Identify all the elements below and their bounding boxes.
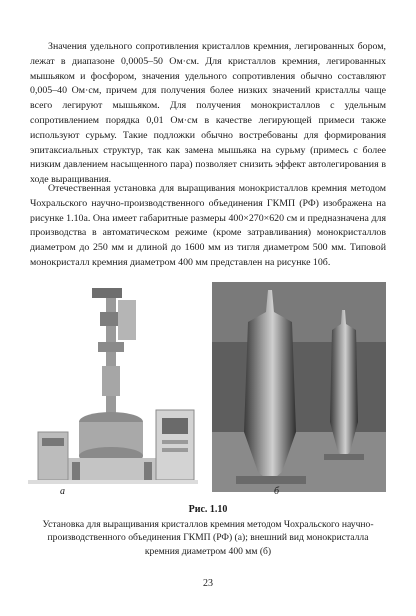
photo-single-crystals [212,282,386,492]
page-number: 23 [203,578,213,589]
paragraph-2: Отечественная установка для выращивания монокристаллов кремния методом Чохральского научно-производственного объединения ГКМП (РФ) изображена на рисунке 1.10а. Она имеет габаритные размеры 400×270×620 см и предназначена для производства в автоматическом режиме (кроме затравливания) монокристаллов диаметром до 250 мм и длиной до 1600 мм из тигля диаметром 500 мм. Типовой монокристалл кремния диаметром 400 мм представлен на рисунке 10б. [30,183,386,268]
figure-label-b: б [274,486,280,497]
figure-title: Рис. 1.10 [188,504,228,515]
paragraph-1: Значения удельного сопротивления кристаллов кремния, легированных бором, лежат в диапазоне 0,0005–50 Ом·см. Для кристаллов кремния, легированных мышьяком и фосфором, значения удельного сопротивления обычно составляют 0,005–40 Ом·см, причем для получения более низких значений кристаллы чаще всего легируют мышьяком. Для получения монокристаллов с удельным сопротивлением порядка 0,01 Ом·см в качестве легирующей примеси также используют сурьму. Такие подложки обычно востребованы для формирования эпитаксиальных структур, так как замена мышьяка на сурьму (примесь с более низким давлением насыщенного пара) позволяет снизить эффект автолегирования в ходе выращивания. [30,41,386,186]
photo-installation [28,282,198,492]
figure-1-10 [28,282,388,504]
figure-label-a: а [60,486,65,497]
figure-caption: Установка для выращивания кристаллов кремния методом Чохральского научно-производственного объединения ГКМП (РФ) (а); внешний вид монокристалла кремния диаметром 400 мм (б) [42,519,374,557]
body-text-1 [30,40,386,188]
body-text-2 [30,182,386,271]
